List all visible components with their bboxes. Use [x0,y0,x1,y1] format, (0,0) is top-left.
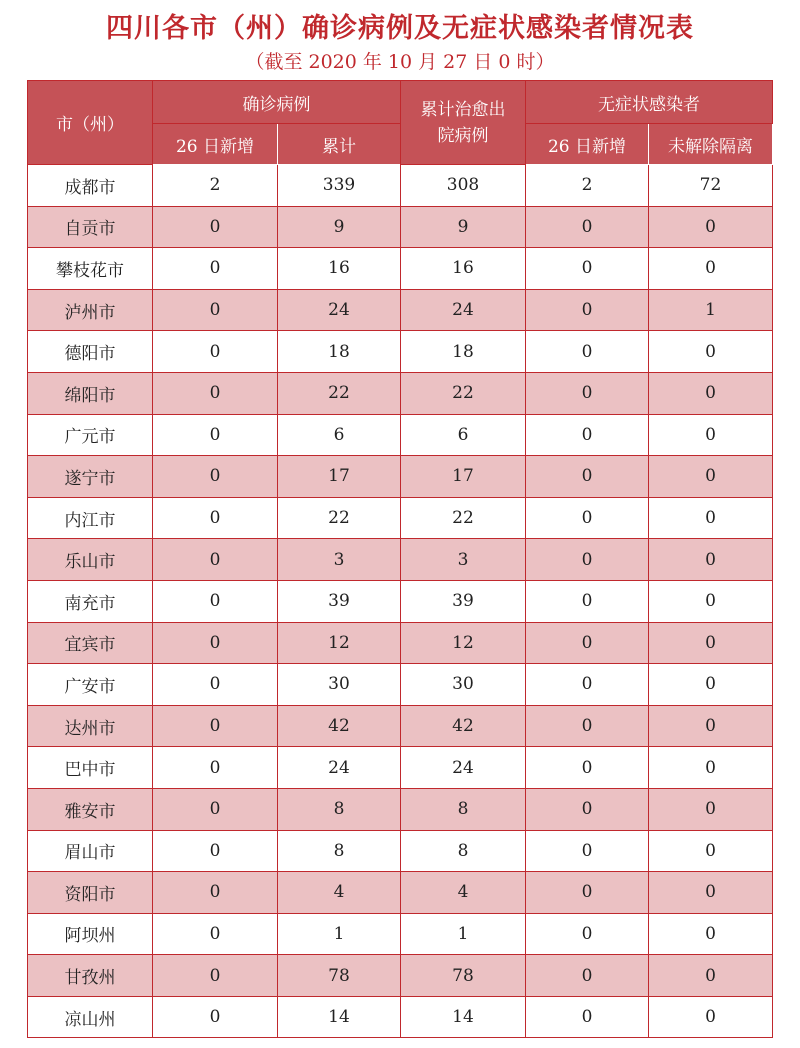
cell-discharged: 39 [401,580,526,622]
cell-discharged: 12 [401,622,526,664]
cell-asym-new: 0 [526,539,649,581]
cell-city: 绵阳市 [28,372,153,414]
cell-asym-new: 0 [526,622,649,664]
cell-discharged: 8 [401,788,526,830]
cell-asym-new: 0 [526,248,649,290]
table-body [28,165,773,1038]
cell-asym-unreleased: 72 [649,165,773,207]
header-confirmed-new: 26 日新增 [153,124,278,165]
cell-confirmed-new: 0 [153,456,278,498]
cell-confirmed-total: 24 [278,747,401,789]
cell-asym-new: 0 [526,206,649,248]
cell-discharged: 78 [401,955,526,997]
table-row [28,622,773,664]
cell-city: 泸州市 [28,289,153,331]
cell-asym-new: 0 [526,747,649,789]
page-subtitle: （截至 2020 年 10 月 27 日 0 时） [245,51,555,73]
table-row [28,456,773,498]
cell-confirmed-new: 0 [153,580,278,622]
table-row [28,955,773,997]
cell-confirmed-new: 0 [153,830,278,872]
cell-asym-unreleased: 0 [649,955,773,997]
cell-asym-new: 0 [526,872,649,914]
cell-city: 阿坝州 [28,913,153,955]
cell-discharged: 6 [401,414,526,456]
cell-asym-new: 0 [526,414,649,456]
cell-discharged: 30 [401,664,526,706]
table-row [28,788,773,830]
cell-confirmed-new: 0 [153,747,278,789]
table-row [28,872,773,914]
cell-discharged: 16 [401,248,526,290]
table-row [28,206,773,248]
cell-confirmed-total: 39 [278,580,401,622]
cell-discharged: 1 [401,913,526,955]
cell-confirmed-total: 8 [278,830,401,872]
cell-discharged: 22 [401,372,526,414]
cell-confirmed-total: 16 [278,248,401,290]
cell-asym-unreleased: 0 [649,248,773,290]
cell-confirmed-new: 0 [153,622,278,664]
table-row [28,539,773,581]
cell-discharged: 14 [401,996,526,1038]
header-confirmed-total: 累计 [278,124,401,165]
cell-asym-unreleased: 0 [649,788,773,830]
cell-asym-new: 0 [526,456,649,498]
cell-discharged: 22 [401,497,526,539]
cell-city: 自贡市 [28,206,153,248]
table-row [28,414,773,456]
table-row [28,996,773,1038]
cell-confirmed-new: 0 [153,955,278,997]
cell-city: 遂宁市 [28,456,153,498]
cell-confirmed-new: 0 [153,788,278,830]
table-row [28,165,773,207]
cell-asym-new: 0 [526,497,649,539]
cell-confirmed-new: 0 [153,331,278,373]
cell-asym-new: 0 [526,788,649,830]
cell-confirmed-new: 0 [153,289,278,331]
cell-city: 内江市 [28,497,153,539]
cell-discharged: 24 [401,747,526,789]
cell-confirmed-new: 0 [153,664,278,706]
table-row [28,289,773,331]
header-asym-unreleased: 未解除隔离 [649,124,773,165]
cell-asym-new: 0 [526,372,649,414]
cell-discharged: 42 [401,705,526,747]
cell-asym-unreleased: 0 [649,372,773,414]
cell-asym-new: 0 [526,996,649,1038]
cell-confirmed-new: 0 [153,996,278,1038]
cell-asym-unreleased: 1 [649,289,773,331]
cell-asym-unreleased: 0 [649,996,773,1038]
header-asymptomatic: 无症状感染者 [526,81,773,124]
cell-discharged: 4 [401,872,526,914]
cell-confirmed-total: 339 [278,165,401,207]
cell-discharged: 17 [401,456,526,498]
cell-asym-unreleased: 0 [649,664,773,706]
cell-city: 广安市 [28,664,153,706]
cell-confirmed-total: 18 [278,331,401,373]
cell-city: 凉山州 [28,996,153,1038]
cell-asym-new: 0 [526,580,649,622]
cell-city: 资阳市 [28,872,153,914]
cell-asym-unreleased: 0 [649,331,773,373]
cell-confirmed-new: 0 [153,497,278,539]
cell-confirmed-total: 22 [278,372,401,414]
cell-asym-new: 0 [526,705,649,747]
cell-confirmed-total: 6 [278,414,401,456]
cell-confirmed-new: 0 [153,539,278,581]
cell-confirmed-total: 9 [278,206,401,248]
table-row [28,830,773,872]
cell-confirmed-total: 3 [278,539,401,581]
cell-asym-unreleased: 0 [649,580,773,622]
cell-asym-unreleased: 0 [649,913,773,955]
cell-confirmed-total: 30 [278,664,401,706]
cell-asym-new: 0 [526,830,649,872]
table-row [28,331,773,373]
table-row [28,664,773,706]
page-title: 四川各市（州）确诊病例及无症状感染者情况表 [106,13,694,44]
cell-confirmed-new: 0 [153,248,278,290]
cell-discharged: 308 [401,165,526,207]
cell-confirmed-new: 0 [153,414,278,456]
cell-asym-new: 0 [526,331,649,373]
cell-discharged: 24 [401,289,526,331]
cell-city: 宜宾市 [28,622,153,664]
cell-asym-unreleased: 0 [649,705,773,747]
cell-confirmed-total: 42 [278,705,401,747]
cell-discharged: 9 [401,206,526,248]
cell-confirmed-new: 0 [153,913,278,955]
cell-asym-new: 0 [526,955,649,997]
cell-confirmed-total: 24 [278,289,401,331]
table-row [28,372,773,414]
table-row [28,913,773,955]
cell-asym-new: 2 [526,165,649,207]
cell-asym-unreleased: 0 [649,622,773,664]
cell-city: 巴中市 [28,747,153,789]
cell-city: 甘孜州 [28,955,153,997]
cell-city: 成都市 [28,165,153,207]
header-discharged: 累计治愈出院病例 [401,81,526,165]
cell-asym-unreleased: 0 [649,830,773,872]
cell-confirmed-total: 78 [278,955,401,997]
cell-confirmed-new: 0 [153,372,278,414]
cell-confirmed-total: 14 [278,996,401,1038]
cell-confirmed-total: 1 [278,913,401,955]
cell-city: 南充市 [28,580,153,622]
cell-confirmed-total: 12 [278,622,401,664]
cell-asym-new: 0 [526,289,649,331]
cell-city: 德阳市 [28,331,153,373]
table-row [28,497,773,539]
cases-table [27,80,773,1038]
cell-asym-unreleased: 0 [649,497,773,539]
cell-discharged: 18 [401,331,526,373]
cell-asym-unreleased: 0 [649,872,773,914]
cell-confirmed-total: 17 [278,456,401,498]
cell-asym-unreleased: 0 [649,539,773,581]
cell-asym-unreleased: 0 [649,747,773,789]
cell-city: 广元市 [28,414,153,456]
cell-confirmed-total: 4 [278,872,401,914]
table-row [28,580,773,622]
cell-confirmed-total: 8 [278,788,401,830]
cell-asym-new: 0 [526,913,649,955]
cell-city: 达州市 [28,705,153,747]
cell-asym-unreleased: 0 [649,414,773,456]
cell-confirmed-new: 0 [153,872,278,914]
cell-discharged: 8 [401,830,526,872]
header-asym-new: 26 日新增 [526,124,649,165]
cell-confirmed-new: 0 [153,206,278,248]
cell-discharged: 3 [401,539,526,581]
cell-city: 雅安市 [28,788,153,830]
cell-asym-new: 0 [526,664,649,706]
cell-city: 眉山市 [28,830,153,872]
table-row [28,705,773,747]
cell-asym-unreleased: 0 [649,456,773,498]
cell-asym-unreleased: 0 [649,206,773,248]
cell-city: 攀枝花市 [28,248,153,290]
header-city: 市（州） [28,81,153,165]
cell-confirmed-total: 22 [278,497,401,539]
table-row [28,248,773,290]
cell-confirmed-new: 2 [153,165,278,207]
cell-confirmed-new: 0 [153,705,278,747]
table-row [28,747,773,789]
header-confirmed: 确诊病例 [153,81,401,124]
cell-city: 乐山市 [28,539,153,581]
